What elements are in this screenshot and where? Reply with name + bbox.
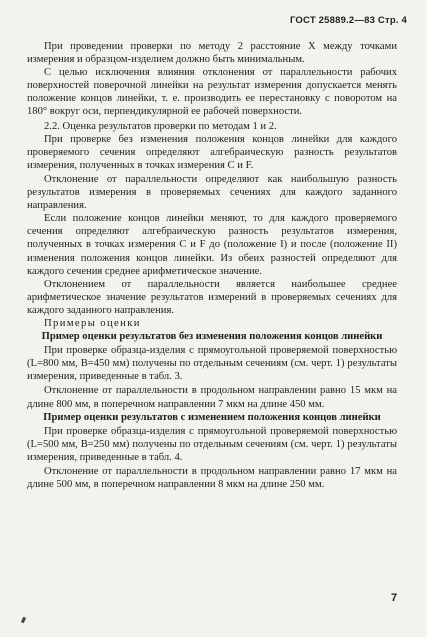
document-body (27, 40, 397, 491)
paragraph-deviation-definition: Отклонение от параллельности определяют как наибольшую разность результатов измерения в проверяемых сечениях для каждого заданного направления. (27, 173, 397, 212)
paragraph-change-ends: Если положение концов линейки меняют, то для каждого проверяемого сечения определяют алгебраическую разность результатов измерения, полученных в точках измерения C и F до (положение I) и после (положение II) изменения положения концов линейки. Из обеих разностей определяют для каждого сечения среднее арифметическое значение. (27, 213, 397, 277)
paragraph-no-change-ends: При проверке без изменения положения концов линейки для каждого проверяемого сечения определяют алгебраическую разность результатов измерения, полученных в точках измерения C и F. (27, 133, 397, 171)
paragraph-method-2-distance: При проведении проверки по методу 2 расстояние X между точками измерения и образцом-изделием должно быть минимальным. (27, 41, 397, 66)
example-1-result: Отклонение от параллельности в продольном направлении равно 15 мкм на длине 800 мм, в поперечном направлении 7 мкм на длине 450 мм. (27, 385, 397, 410)
paragraph-deviation-mean: Отклонением от параллельности является наибольшее среднее арифметическое значение результатов измерений в проверяемых сечениях для каждого заданного направления. (27, 278, 397, 316)
example-2-result: Отклонение от параллельности в продольном направлении равно 17 мкм на длине 500 мм, в поперечном направлении 8 мкм на длине 250 мм. (27, 466, 397, 491)
scan-mark (21, 617, 26, 624)
paragraph-eliminate-influence: С целью исключения влияния отклонения от параллельности рабочих поверхностей поверочной линейки на результат измерения допускается менять положение концов линейки, т. е. производить ее перестановку с поворотом на 180° вокруг оси, перпендикулярной ее рабочей поверхности. (27, 67, 397, 118)
example-2-heading: Пример оценки результатов с изменением положения концов линейки (43, 411, 381, 423)
page-header: ГОСТ 25889.2—83 Стр. 4 (289, 15, 407, 26)
example-2-paragraph: При проверке образца-изделия с прямоугольной проверяемой поверхностью (L=500 мм, B=250 мм) получены по отдельным сечениям (см. черт. 1) результаты измерения, приведенные в табл. 4. (27, 425, 397, 463)
section-2-2-heading: 2.2. Оценка результатов проверки по методам 1 и 2. (44, 120, 277, 132)
page-number: 7 (391, 592, 398, 604)
examples-heading: Примеры оценки (44, 317, 141, 329)
example-1-paragraph: При проверке образца-изделия с прямоугольной проверяемой поверхностью (L=800 мм, B=450 мм) получены по отдельным сечениям (см. черт. 1) результаты измерения, приведенные в табл. 3. (27, 345, 397, 383)
example-1-heading: Пример оценки результатов без изменения положения концов линейки (41, 331, 383, 343)
